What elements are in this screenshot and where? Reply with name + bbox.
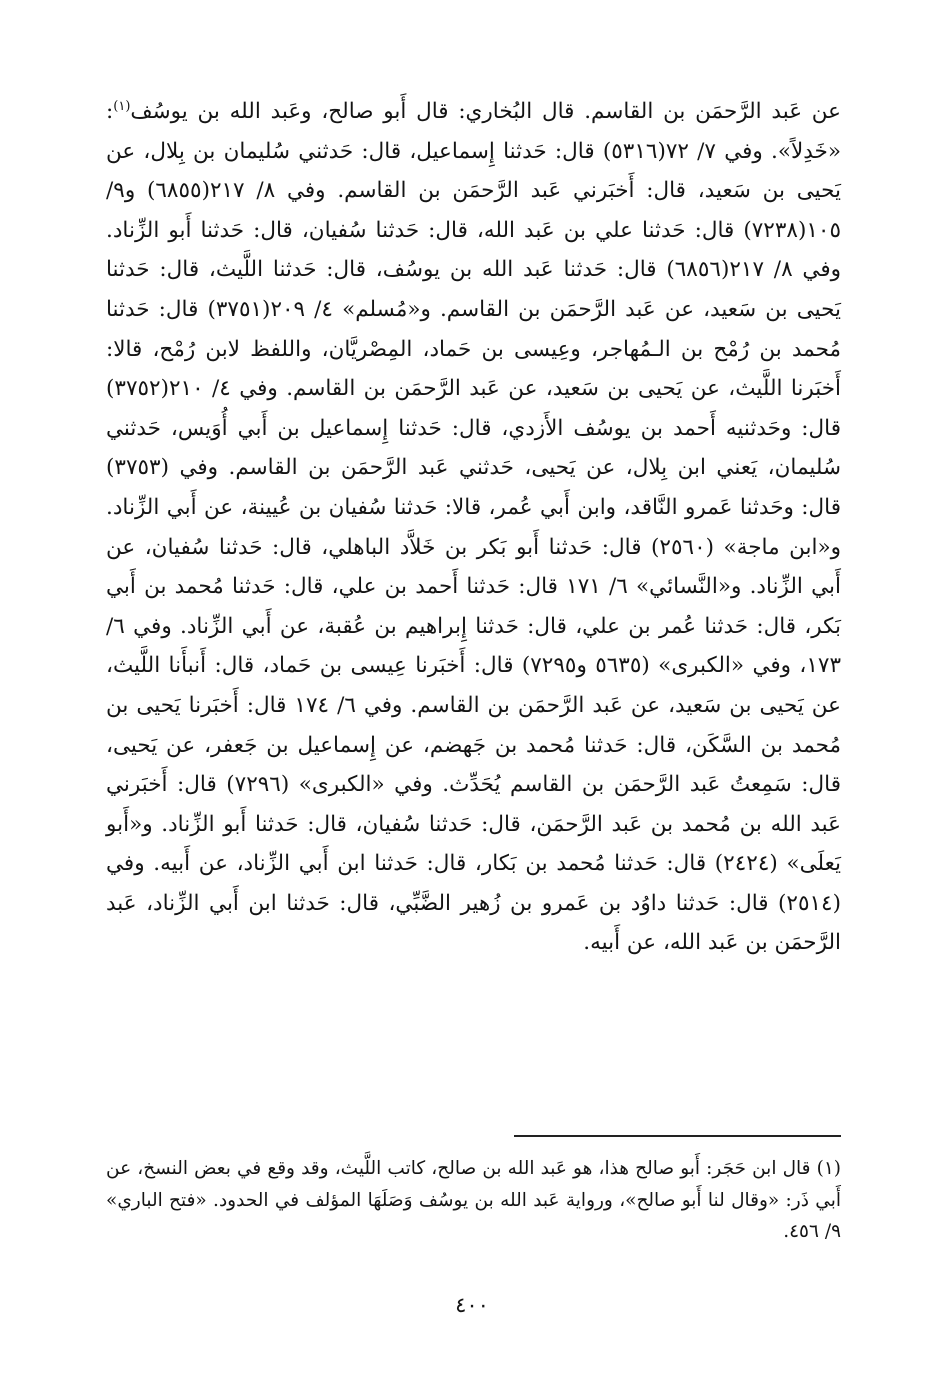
- footnote-text: (١) قال ابن حَجَر: أَبو صالح هذا، هو عَبد الله بن صالح، كاتب اللَّيث، وقد وقع في بعض النسخ، عن أَبي ذَر: «وقال لنا أَبو صالح»، ورواية عَبد الله بن يوسُف وَصَلَهَا المؤلف في الحدود. «فتح الباري» ٩/ ٤٥٦.: [106, 1158, 841, 1242]
- page-number: ٤٠٠: [455, 1293, 489, 1317]
- main-text-block: [106, 92, 841, 963]
- body-text-start: عن عَبد الرَّحمَن بن القاسم. قال البُخاري: قال أَبو صالح، وعَبد الله بن يوسُف: [130, 99, 841, 124]
- body-paragraph: [106, 92, 841, 963]
- footnote-separator: [514, 1135, 841, 1137]
- footnote-reference[interactable]: (١): [113, 98, 131, 114]
- footnote-block: [106, 1153, 841, 1248]
- body-text-continued: : «خَدِلاً». وفي ٧/ ٧٢(٥٣١٦) قال: حَدثنا إِسماعيل، قال: حَدثني سُليمان بن بِلال، عن يَحيى بن سَعيد، قال: أَخبَرني عَبد الرَّحمَن بن القاسم. وفي ٨/ ٢١٧(٦٨٥٥) و٩/ ١٠٥(٧٢٣٨) قال: حَدثنا علي بن عَبد الله، قال: حَدثنا سُفيان، قال: حَدثنا أَبو الزِّناد. وفي ٨/ ٢١٧(٦٨٥٦) قال: حَدثنا عَبد الله بن يوسُف، قال: حَدثنا اللَّيث، قال: حَدثنا يَحيى بن سَعيد، عن عَبد الرَّحمَن بن القاسم. و«مُسلم» ٤/ ٢٠٩(٣٧٥١) قال: حَدثنا مُحمد بن رُمْح بن الـمُهاجر، وعِيسى بن حَماد، المِصْريَّان، واللفظ لابن رُمْح، قالا: أَخبَرنا اللَّيث، عن يَحيى بن سَعيد، عن عَبد الرَّحمَن بن القاسم. وفي ٤/ ٢١٠(٣٧٥٢) قال: وحَدثنيه أَحمد بن يوسُف الأَزدي، قال: حَدثنا إِسماعيل بن أَبي أُوَيس، حَدثني سُليمان، يَعني ابن بِلال، عن يَحيى، حَدثني عَبد الرَّحمَن بن القاسم. وفي (٣٧٥٣) قال: وحَدثنا عَمرو النَّاقد، وابن أَبي عُمر، قالا: حَدثنا سُفيان بن عُيينة، عن أَبي الزِّناد. و«ابن ماجة» (٢٥٦٠) قال: حَدثنا أَبو بَكر بن خَلاَّد الباهلي، قال: حَدثنا سُفيان، عن أَبي الزِّناد. و«النَّسائي» ٦/ ١٧١ قال: حَدثنا أَحمد بن علي، قال: حَدثنا مُحمد بن أَبي بَكر، قال: حَدثنا عُمر بن علي، قال: حَدثنا إِبراهيم بن عُقبة، عن أَبي الزِّناد. وفي ٦/ ١٧٣، وفي «الكبرى» (٥٦٣٥ و٧٢٩٥) قال: أَخبَرنا عِيسى بن حَماد، قال: أَنبأَنا اللَّيث، عن يَحيى بن سَعيد، عن عَبد الرَّحمَن بن القاسم. وفي ٦/ ١٧٤ قال: أَخبَرنا يَحيى بن مُحمد بن السَّكَن، قال: حَدثنا مُحمد بن جَهضم، عن إِسماعيل بن جَعفر، عن يَحيى، قال: سَمِعتُ عَبد الرَّحمَن بن القاسم يُحَدِّث. وفي «الكبرى» (٧٢٩٦) قال: أَخبَرني عَبد الله بن مُحمد بن عَبد الرَّحمَن، قال: حَدثنا سُفيان، قال: حَدثنا أَبو الزِّناد. و«أَبو يَعلَى» (٢٤٢٤) قال: حَدثنا مُحمد بن بَكار، قال: حَدثنا ابن أَبي الزِّناد، عن أَبيه. وفي (٢٥١٤) قال: حَدثنا داوُد بن عَمرو بن زُهير الضَّبِّي، قال: حَدثنا ابن أَبي الزِّناد، عَبد الرَّحمَن بن عَبد الله، عن أَبيه.: [106, 99, 842, 956]
